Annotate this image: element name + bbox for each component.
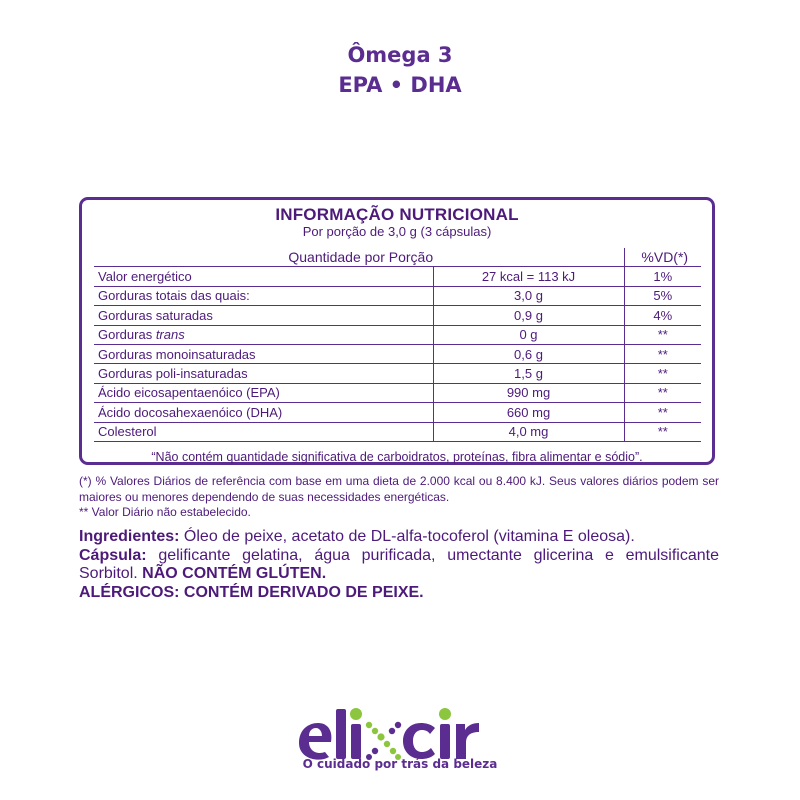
ingredients-line (79, 528, 719, 547)
gluten-warning: NÃO CONTÉM GLÚTEN. (142, 565, 327, 582)
table-header-row (94, 248, 701, 267)
nutrient-value: 3,0 g (433, 286, 624, 305)
nutrient-label: Valor energético (94, 267, 433, 286)
nutrient-vd: 5% (624, 286, 701, 305)
nutrient-value: 0 g (433, 325, 624, 344)
table-row (94, 364, 701, 383)
nutrient-value: 0,6 g (433, 344, 624, 363)
table-row (94, 422, 701, 441)
nutrient-label: Gorduras poli-insaturadas (94, 364, 433, 383)
nutrient-vd: ** (624, 403, 701, 422)
nutrient-value: 27 kcal = 113 kJ (433, 267, 624, 286)
table-row (94, 383, 701, 402)
nutrient-label: Colesterol (94, 422, 433, 441)
nutrient-value: 660 mg (433, 403, 624, 422)
capsule-label: Cápsula: (79, 546, 147, 564)
brand-tagline: O cuidado por trás da beleza (302, 757, 498, 771)
nutrient-label: Gorduras saturadas (94, 306, 433, 325)
nutrition-note: “Não contém quantidade significativa de carboidratos, proteínas, fibra alimentar e sódio”. (151, 450, 643, 464)
nutrient-vd: 4% (624, 306, 701, 325)
nutrient-value: 0,9 g (433, 306, 624, 325)
capsule-line (79, 547, 719, 584)
column-header-quantity: Quantidade por Porção (94, 248, 624, 267)
nutrition-table (94, 248, 701, 442)
product-title: Ômega 3 (347, 43, 453, 67)
footnote-not-established: ** Valor Diário não estabelecido. (79, 505, 251, 519)
nutrient-label: Ácido docosahexaenóico (DHA) (94, 403, 433, 422)
nutrient-vd: ** (624, 422, 701, 441)
nutrition-facts-panel (79, 197, 715, 465)
allergen-line (79, 584, 719, 603)
footnote-vd: (*) % Valores Diários de referência com base em uma dieta de 2.000 kcal ou 8.400 kJ. Seus valores diários podem ser maiores ou menores dependendo de suas necessidades energéticas. (79, 474, 719, 504)
column-header-vd: %VD(*) (624, 248, 701, 267)
footnotes (79, 474, 719, 521)
ingredients-text: Óleo de peixe, acetato de DL-alfa-tocoferol (vitamina E oleosa). (179, 528, 635, 545)
nutrient-label: Gorduras monoinsaturadas (94, 344, 433, 363)
nutrient-value: 990 mg (433, 383, 624, 402)
ingredients-section (79, 528, 719, 602)
nutrient-vd: 1% (624, 267, 701, 286)
nutrition-table-body (94, 267, 701, 442)
nutrient-vd: ** (624, 344, 701, 363)
table-row (94, 267, 701, 286)
nutrient-vd: ** (624, 383, 701, 402)
nutrient-label: Gorduras trans (94, 325, 433, 344)
table-row (94, 403, 701, 422)
nutrient-value: 4,0 mg (433, 422, 624, 441)
nutrient-value: 1,5 g (433, 364, 624, 383)
nutrient-label: Gorduras totais das quais: (94, 286, 433, 305)
table-row (94, 344, 701, 363)
product-header (0, 40, 800, 100)
nutrition-title: INFORMAÇÃO NUTRICIONAL (275, 205, 519, 224)
allergen-warning: ALÉRGICOS: CONTÉM DERIVADO DE PEIXE. (79, 583, 424, 601)
table-row (94, 306, 701, 325)
ingredients-label: Ingredientes: (79, 528, 180, 545)
table-row (94, 325, 701, 344)
product-subtitle: EPA • DHA (338, 73, 462, 97)
nutrient-vd: ** (624, 364, 701, 383)
portion-size: Por porção de 3,0 g (3 cápsulas) (302, 224, 492, 239)
nutrient-label: Ácido eicosapentaenóico (EPA) (94, 383, 433, 402)
capsule-text: gelificante gelatina, água purificada, umectante glicerina e emulsificante Sorbitol. (79, 546, 719, 582)
table-row (94, 286, 701, 305)
nutrient-vd: ** (624, 325, 701, 344)
